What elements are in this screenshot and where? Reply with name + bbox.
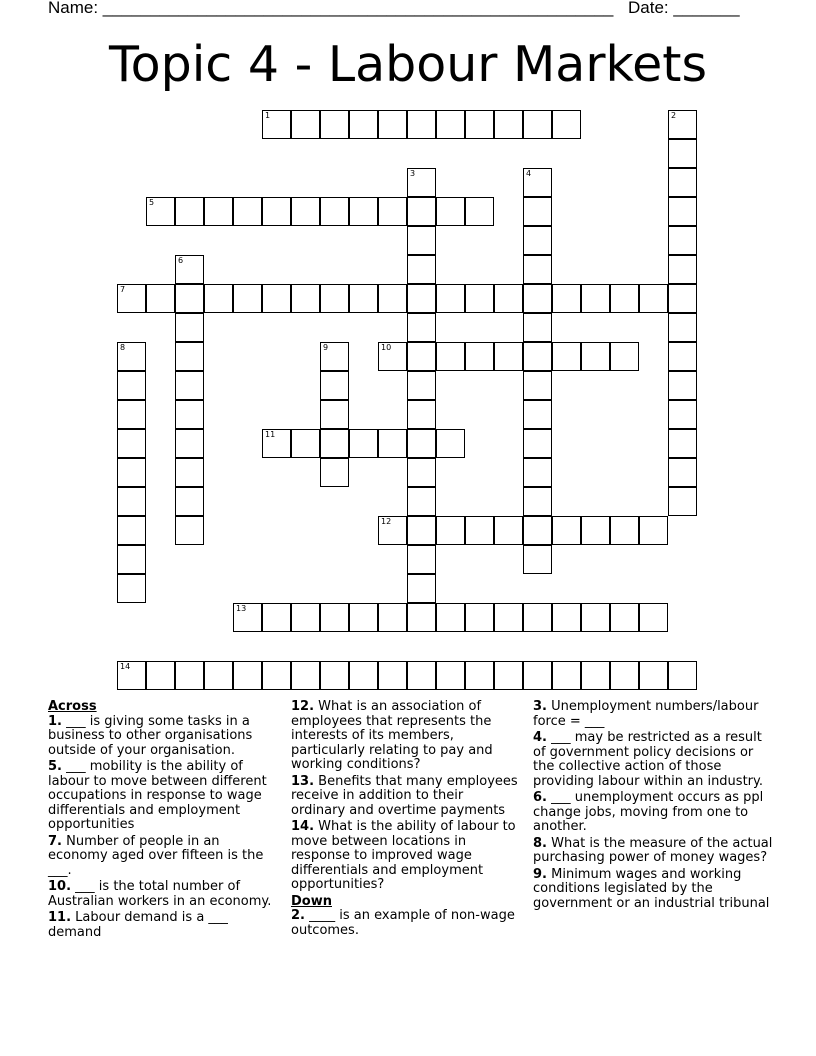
grid-cell[interactable]	[320, 110, 349, 139]
grid-cell[interactable]	[465, 197, 494, 226]
grid-cell[interactable]	[378, 110, 407, 139]
grid-cell[interactable]	[639, 661, 668, 690]
grid-cell[interactable]	[291, 197, 320, 226]
grid-cell[interactable]	[610, 661, 639, 690]
grid-cell[interactable]	[668, 487, 697, 516]
grid-cell[interactable]	[668, 255, 697, 284]
grid-cell[interactable]	[378, 197, 407, 226]
grid-cell[interactable]	[175, 371, 204, 400]
grid-cell[interactable]	[320, 371, 349, 400]
date-field-label: Date: _______	[628, 0, 740, 17]
grid-cell[interactable]	[320, 197, 349, 226]
grid-cell[interactable]	[320, 429, 349, 458]
clue-across-13: 13. Benefits that many employees receive in addition to their ordinary and overtime payments	[291, 773, 518, 818]
clue-down-2: 2. ____ is an example of non-wage outcomes.	[291, 908, 515, 938]
grid-cell[interactable]	[668, 429, 697, 458]
grid-cell[interactable]	[175, 487, 204, 516]
grid-cell[interactable]	[581, 284, 610, 313]
grid-cell[interactable]	[291, 110, 320, 139]
clue-number: 10	[381, 343, 392, 352]
grid-cell[interactable]	[407, 284, 436, 313]
grid-cell[interactable]	[291, 284, 320, 313]
grid-cell[interactable]	[233, 603, 262, 632]
grid-cell[interactable]	[117, 429, 146, 458]
grid-cell[interactable]	[668, 342, 697, 371]
grid-cell[interactable]	[117, 342, 146, 371]
grid-cell[interactable]	[523, 284, 552, 313]
grid-cell[interactable]	[320, 342, 349, 371]
clue-down-9: 9. Minimum wages and working conditions legislated by the government or an industrial tribunal	[533, 866, 770, 911]
grid-cell[interactable]	[407, 226, 436, 255]
grid-cell[interactable]	[320, 400, 349, 429]
grid-cell[interactable]	[407, 487, 436, 516]
grid-cell[interactable]	[291, 603, 320, 632]
grid-cell[interactable]	[668, 139, 697, 168]
grid-cell[interactable]	[262, 110, 291, 139]
clue-number: 12	[381, 517, 392, 526]
clue-number: 11	[265, 430, 276, 439]
grid-cell[interactable]	[436, 110, 465, 139]
clues-column-right	[533, 700, 773, 913]
clue-number: 14	[120, 662, 131, 671]
grid-cell[interactable]	[320, 284, 349, 313]
clue-across-14: 14. What is the ability of labour to move between locations in response to improved wage differentials and employment opportunities?	[291, 819, 516, 892]
clue-across-7: 7. Number of people in an economy aged over fifteen is the ___.	[48, 833, 264, 878]
grid-cell[interactable]	[610, 284, 639, 313]
grid-cell[interactable]	[494, 661, 523, 690]
grid-cell[interactable]	[117, 487, 146, 516]
grid-cell[interactable]	[465, 284, 494, 313]
grid-cell[interactable]	[407, 458, 436, 487]
grid-cell[interactable]	[494, 284, 523, 313]
grid-cell[interactable]	[668, 226, 697, 255]
grid-cell[interactable]	[465, 342, 494, 371]
grid-cell[interactable]	[436, 661, 465, 690]
grid-cell[interactable]	[407, 516, 436, 545]
grid-cell[interactable]	[436, 516, 465, 545]
grid-cell[interactable]	[523, 168, 552, 197]
grid-cell[interactable]	[436, 603, 465, 632]
grid-cell[interactable]	[436, 342, 465, 371]
across-heading: Across	[48, 699, 97, 714]
clue-down-8: 8. What is the measure of the actual purchasing power of money wages?	[533, 835, 773, 865]
grid-cell[interactable]	[175, 661, 204, 690]
grid-cell[interactable]	[378, 516, 407, 545]
clues-column-middle	[291, 700, 519, 940]
clue-number: 13	[236, 604, 247, 613]
grid-cell[interactable]	[552, 516, 581, 545]
grid-cell[interactable]	[552, 661, 581, 690]
grid-cell[interactable]	[204, 197, 233, 226]
grid-cell[interactable]	[668, 661, 697, 690]
grid-cell[interactable]	[523, 110, 552, 139]
grid-cell[interactable]	[117, 661, 146, 690]
grid-cell[interactable]	[175, 516, 204, 545]
grid-cell[interactable]	[146, 284, 175, 313]
grid-cell[interactable]	[436, 197, 465, 226]
grid-cell[interactable]	[378, 603, 407, 632]
grid-cell[interactable]	[117, 284, 146, 313]
grid-cell[interactable]	[523, 661, 552, 690]
grid-cell[interactable]	[523, 226, 552, 255]
grid-cell[interactable]	[465, 110, 494, 139]
grid-cell[interactable]	[523, 458, 552, 487]
grid-cell[interactable]	[465, 661, 494, 690]
grid-cell[interactable]	[552, 110, 581, 139]
grid-cell[interactable]	[610, 342, 639, 371]
grid-cell[interactable]	[407, 429, 436, 458]
grid-cell[interactable]	[523, 487, 552, 516]
grid-cell[interactable]	[668, 313, 697, 342]
grid-cell[interactable]	[378, 284, 407, 313]
grid-cell[interactable]	[552, 342, 581, 371]
grid-cell[interactable]	[668, 284, 697, 313]
grid-cell[interactable]	[668, 458, 697, 487]
grid-cell[interactable]	[117, 545, 146, 574]
grid-cell[interactable]	[117, 400, 146, 429]
grid-cell[interactable]	[465, 516, 494, 545]
grid-cell[interactable]	[291, 429, 320, 458]
grid-cell[interactable]	[175, 313, 204, 342]
grid-cell[interactable]	[407, 110, 436, 139]
grid-cell[interactable]	[175, 197, 204, 226]
grid-cell[interactable]	[291, 661, 320, 690]
grid-cell[interactable]	[233, 661, 262, 690]
clue-number: 7	[120, 285, 126, 294]
grid-cell[interactable]	[639, 516, 668, 545]
grid-cell[interactable]	[523, 197, 552, 226]
grid-cell[interactable]	[523, 603, 552, 632]
grid-cell[interactable]	[610, 603, 639, 632]
grid-cell[interactable]	[349, 661, 378, 690]
grid-cell[interactable]	[407, 661, 436, 690]
grid-cell[interactable]	[407, 574, 436, 603]
grid-cell[interactable]	[465, 603, 494, 632]
grid-cell[interactable]	[117, 516, 146, 545]
grid-cell[interactable]	[407, 313, 436, 342]
grid-cell[interactable]	[523, 342, 552, 371]
grid-cell[interactable]	[494, 110, 523, 139]
grid-cell[interactable]	[581, 603, 610, 632]
grid-cell[interactable]	[175, 255, 204, 284]
grid-cell[interactable]	[407, 168, 436, 197]
grid-cell[interactable]	[175, 429, 204, 458]
grid-cell[interactable]	[117, 371, 146, 400]
grid-cell[interactable]	[204, 284, 233, 313]
grid-cell[interactable]	[407, 255, 436, 284]
clue-number: 8	[120, 343, 126, 352]
clue-down-6: 6. ___ unemployment occurs as ppl change jobs, moving from one to another.	[533, 790, 764, 834]
grid-cell[interactable]	[262, 284, 291, 313]
grid-cell[interactable]	[552, 284, 581, 313]
grid-cell[interactable]	[523, 371, 552, 400]
grid-cell[interactable]	[407, 197, 436, 226]
grid-cell[interactable]	[262, 429, 291, 458]
grid-cell[interactable]	[523, 400, 552, 429]
clue-number: 9	[323, 343, 329, 352]
grid-cell[interactable]	[349, 110, 378, 139]
grid-cell[interactable]	[610, 516, 639, 545]
grid-cell[interactable]	[552, 603, 581, 632]
grid-cell[interactable]	[668, 110, 697, 139]
grid-cell[interactable]	[668, 197, 697, 226]
grid-cell[interactable]	[523, 313, 552, 342]
clue-across-1: 1. ___ is giving some tasks in a business to other organisations outside of your organisation.	[48, 713, 253, 758]
grid-cell[interactable]	[175, 342, 204, 371]
grid-cell[interactable]	[349, 197, 378, 226]
grid-cell[interactable]	[407, 603, 436, 632]
grid-cell[interactable]	[117, 458, 146, 487]
grid-cell[interactable]	[581, 342, 610, 371]
grid-cell[interactable]	[407, 400, 436, 429]
grid-cell[interactable]	[233, 284, 262, 313]
grid-cell[interactable]	[146, 197, 175, 226]
clue-across-11: 11. Labour demand is a ___ demand	[48, 910, 228, 940]
clue-down-4: 4. ___ may be restricted as a result of government policy decisions or the collective action of those providing labour within an industry.	[533, 730, 763, 789]
grid-cell[interactable]	[349, 284, 378, 313]
grid-cell[interactable]	[639, 284, 668, 313]
grid-cell[interactable]	[639, 603, 668, 632]
grid-cell[interactable]	[668, 371, 697, 400]
name-field-label: Name: ______________________________________________________	[48, 0, 614, 17]
grid-cell[interactable]	[581, 516, 610, 545]
down-heading: Down	[291, 893, 332, 909]
grid-cell[interactable]	[581, 661, 610, 690]
grid-cell[interactable]	[262, 603, 291, 632]
grid-cell[interactable]	[668, 400, 697, 429]
clue-across-5: 5. ___ mobility is the ability of labour to move between different occupations in response to wage differentials and employment opportunities	[48, 759, 267, 832]
grid-cell[interactable]	[407, 545, 436, 574]
clue-across-12: 12. What is an association of employees that represents the interests of its members, particularly relating to pay and working conditions?	[291, 699, 493, 772]
grid-cell[interactable]	[378, 342, 407, 371]
grid-cell[interactable]	[146, 661, 175, 690]
clue-down-3: 3. Unemployment numbers/labour force = ___	[533, 699, 759, 729]
grid-cell[interactable]	[349, 429, 378, 458]
grid-cell[interactable]	[523, 429, 552, 458]
grid-cell[interactable]	[494, 603, 523, 632]
grid-cell[interactable]	[378, 661, 407, 690]
grid-cell[interactable]	[436, 284, 465, 313]
grid-cell[interactable]	[117, 574, 146, 603]
grid-cell[interactable]	[233, 197, 262, 226]
grid-cell[interactable]	[523, 516, 552, 545]
grid-cell[interactable]	[668, 168, 697, 197]
clue-number: 2	[671, 111, 677, 120]
grid-cell[interactable]	[262, 661, 291, 690]
grid-cell[interactable]	[378, 429, 407, 458]
grid-cell[interactable]	[175, 458, 204, 487]
grid-cell[interactable]	[320, 661, 349, 690]
grid-cell[interactable]	[175, 284, 204, 313]
grid-cell[interactable]	[262, 197, 291, 226]
grid-cell[interactable]	[204, 661, 233, 690]
grid-cell[interactable]	[436, 429, 465, 458]
grid-cell[interactable]	[494, 516, 523, 545]
grid-cell[interactable]	[320, 458, 349, 487]
grid-cell[interactable]	[523, 545, 552, 574]
clue-number: 5	[149, 198, 155, 207]
clue-number: 1	[265, 111, 271, 120]
clue-number: 6	[178, 256, 184, 265]
clue-number: 3	[410, 169, 416, 178]
clue-number: 4	[526, 169, 532, 178]
grid-cell[interactable]	[320, 603, 349, 632]
page-title: Topic 4 - Labour Markets	[109, 36, 707, 93]
grid-cell[interactable]	[494, 342, 523, 371]
clues-column-left	[48, 700, 276, 942]
grid-cell[interactable]	[407, 342, 436, 371]
grid-cell[interactable]	[349, 603, 378, 632]
grid-cell[interactable]	[523, 255, 552, 284]
clue-across-10: 10. ___ is the total number of Australian workers in an economy.	[48, 879, 272, 909]
grid-cell[interactable]	[175, 400, 204, 429]
grid-cell[interactable]	[407, 371, 436, 400]
